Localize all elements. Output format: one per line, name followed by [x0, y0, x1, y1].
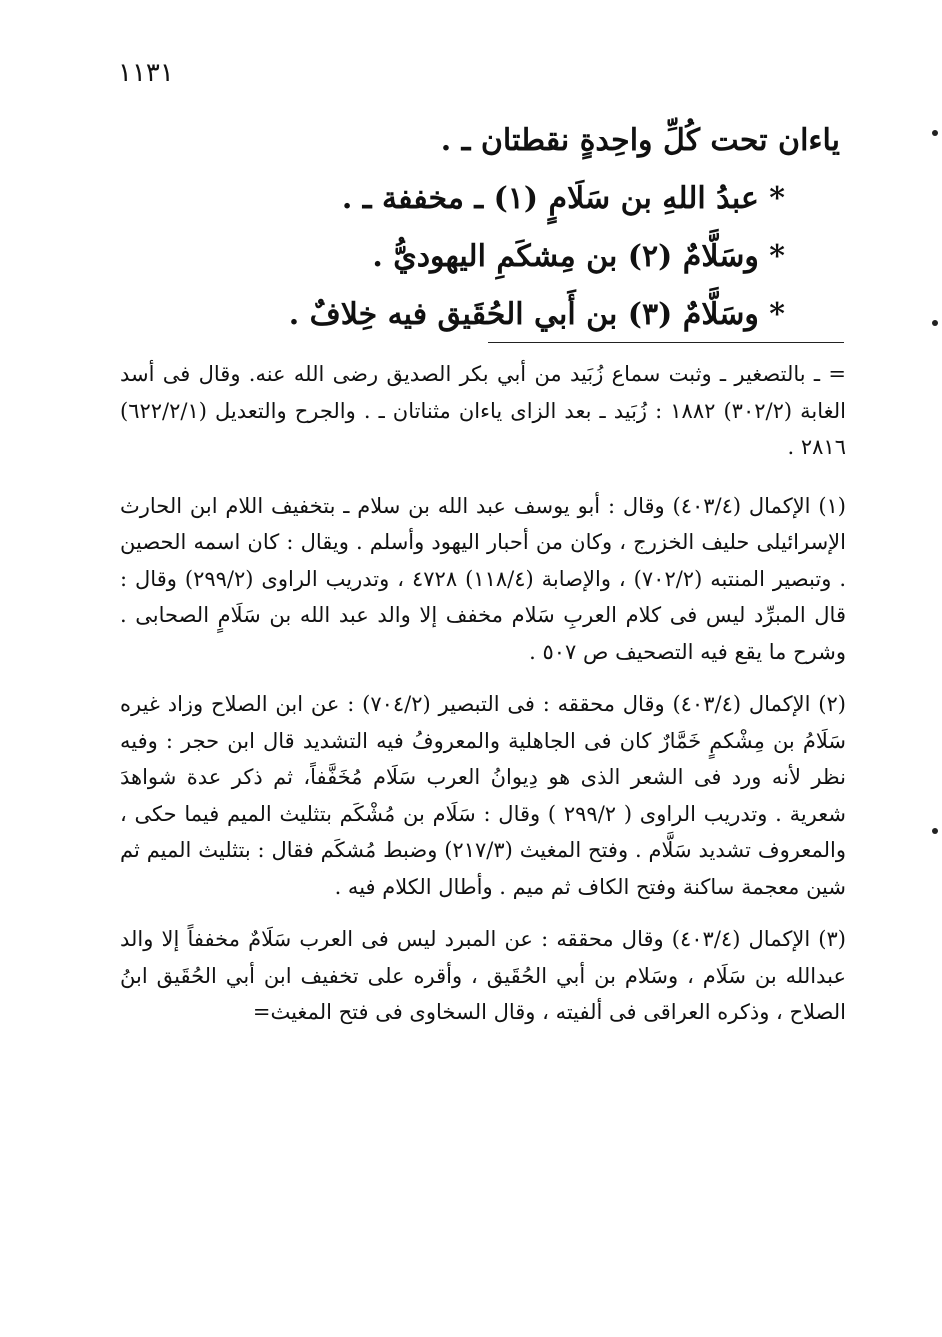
verse-block	[288, 112, 840, 344]
page-number: ١١٣١	[118, 58, 174, 88]
footnote-3: (٣) الإكمال (٤٠٣/٤) وقال محققه : عن المبرد ليس فى العرب سَلَامٌ مخففاً إلا والد عبدالله بن سَلَام ، وسَلام بن أبي الحُقَيق ، وأقره على تخفيف ابن أبي الحُقَيق ابنُ الصلاح ، وذكره العراقى فى ألفيته ، وقال السخاوى فى فتح المغيث=	[120, 927, 846, 1024]
footnote-continuation: = ـ بالتصغير ـ وثبت سماع زُبَيد من أبي بكر الصديق رضى الله عنه. وقال فى أسد الغابة (٣٠٢/٢) ١٨٨٢ : زُبَيد ـ بعد الزاى ياءان مثناتان ـ . والجرح والتعديل (٦٢٢/٢/١) ٢٨١٦ .	[120, 362, 846, 459]
footnote-2: (٢) الإكمال (٤٠٣/٤) وقال محققه : فى التبصير (٧٠٤/٢) : عن ابن الصلاح وزاد غيره سَلَامُ بن مِشْكمٍ خَمَّارٌ كان فى الجاهلية والمعروفُ فيه التشديد قال ابن حجر : وفيه نظر لأنه ورد فى الشعر الذى هو دِيوانُ العرب سَلَام مُخَفَّفاً، ثم ذكر عدة شواهدَ شعرية . وتدريب الراوى ( ٢٩٩/٢ ) وقال : سَلَام بن مُشْكَم بتثليث الميم فيما حكى ، والمعروف تشديد سَلَّام . وفتح المغيث (٢١٧/٣) وضبط مُشكَم فقال : بتثليث الميم ثم شين معجمة ساكنة وفتح الكاف ثم ميم . وأطال الكلام فيه .	[120, 692, 846, 899]
footnote-divider	[488, 342, 844, 343]
margin-dot	[932, 320, 938, 326]
margin-dot	[932, 828, 938, 834]
footnotes-section	[120, 356, 846, 1047]
verse-line: * وسَلَّامٌ (٢) بن مِشكَمِ اليهوديُّ .	[372, 239, 785, 274]
footnote-1: (١) الإكمال (٤٠٣/٤) وقال : أبو يوسف عبد الله بن سلام ـ بتخفيف اللام ابن الحارث الإسرائيلى حليف الخزرج ، وكان من أحبار اليهود وأسلم . ويقال : كان اسمه الحصين . وتبصير المنتبه (٧٠٢/٢) ، والإصابة (١١٨/٤) ٤٧٢٨ ، وتدريب الراوى (٢٩٩/٢) وقال : قال المبرِّد ليس فى كلام العربِ سَلام مخفف إلا والد عبد الله بن سَلَامٍ الصحابى . وشرح ما يقع فيه التصحيف ص ٥٠٧ .	[120, 493, 846, 664]
verse-line: * وسَلَّامٌ (٣) بن أَبي الحُقَيق فيه خِلافٌ .	[288, 297, 785, 332]
verse-line: * عبدُ اللهِ بن سَلَامٍ (١) ـ مخففة ـ .	[341, 181, 785, 216]
verse-line: ياءان تحت كُلِّ واحِدةٍ نقطتان ـ .	[440, 123, 840, 158]
margin-dot	[932, 130, 938, 136]
